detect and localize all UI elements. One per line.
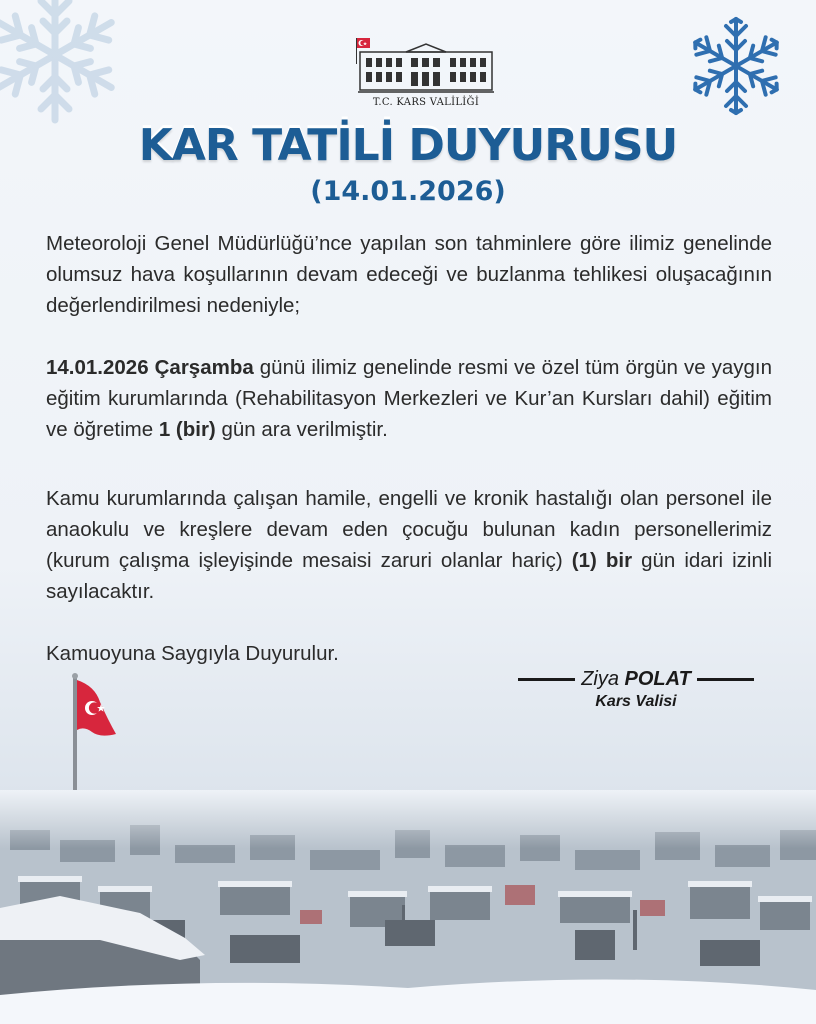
signature-last-name: POLAT	[624, 668, 691, 690]
staff-leave-text-end: gün idari izinli sayılacaktır.	[46, 549, 772, 603]
staff-leave-duration: (1) bir	[571, 549, 633, 572]
building-icon	[356, 38, 496, 94]
decision-text-end: gün ara verilmiştir.	[215, 418, 388, 441]
signature-line-right	[697, 678, 754, 681]
signature-block	[518, 668, 754, 711]
paragraph-closing: Kamuoyuna Saygıyla Duyurulur.	[46, 642, 339, 665]
decision-text: günü ilimiz genelinde resmi ve özel tüm örgün ve yaygın eğitim kurumlarında (Rehabilitasyon Merkezleri ve Kur’an Kursları dahil) eğitim ve öğretime	[46, 356, 773, 441]
logo-text: T.C. KARS VALİLİĞİ	[372, 97, 480, 108]
snowflake-icon	[684, 14, 788, 118]
signature-line-left	[518, 678, 575, 681]
page-title: KAR TATİLİ DUYURUSU	[138, 120, 678, 171]
signature-title: Kars Valisi	[595, 693, 677, 710]
snowflake-icon	[0, 0, 130, 130]
signature-first-name: Ziya	[581, 668, 625, 690]
paragraph-staff-leave	[46, 483, 772, 607]
paragraph-decision	[46, 352, 772, 445]
announcement-date: (14.01.2026)	[310, 176, 506, 207]
signature-name	[581, 668, 691, 691]
snowy-city-panorama	[0, 790, 816, 1024]
decision-date: 14.01.2026 Çarşamba	[46, 356, 254, 379]
decision-duration: 1 (bir)	[158, 418, 216, 441]
governorate-logo	[356, 38, 496, 108]
paragraph-intro: Meteoroloji Genel Müdürlüğü’nce yapılan son tahminlere göre ilimiz genelinde olumsuz hava koşullarının devam edeceği ve buzlanma tehlikesi oluşacağının değerlendirilmesi nedeniyle;	[46, 232, 772, 317]
staff-leave-text: Kamu kurumlarında çalışan hamile, engelli ve kronik hastalığı olan personel ile anaokulu ve kreşlere devam eden çocuğu bulunan kadın personellerimiz (kurum çalışma işleyişinde mesaisi zaruri olanlar hariç)	[46, 487, 772, 572]
